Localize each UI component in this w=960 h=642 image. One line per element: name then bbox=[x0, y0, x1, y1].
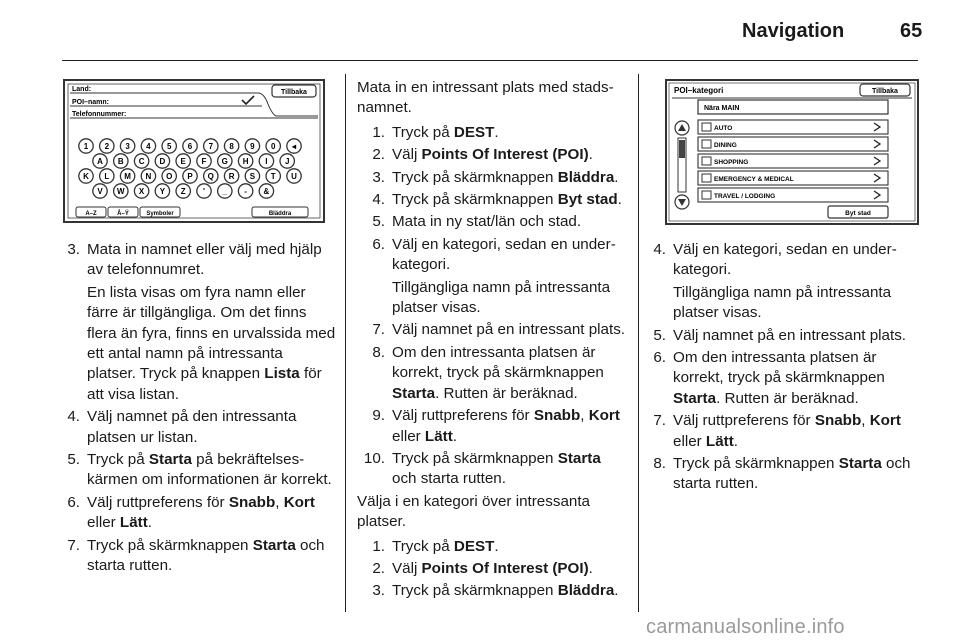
list-item bbox=[357, 559, 629, 579]
column-1 bbox=[64, 240, 336, 579]
list-item bbox=[64, 536, 336, 577]
key-label: 2 bbox=[104, 142, 110, 151]
item-text: . bbox=[452, 427, 457, 445]
item-text: . Rutten är beräknad. bbox=[716, 389, 859, 407]
item-text: . bbox=[494, 537, 499, 555]
item-number: 8. bbox=[653, 455, 666, 473]
list-item bbox=[64, 493, 336, 534]
item-text: Välj ruttpreferens för bbox=[673, 412, 815, 430]
key-label: 7 bbox=[208, 142, 214, 151]
key-label: G bbox=[221, 157, 228, 166]
item-text: för att visa listan. bbox=[87, 365, 322, 403]
key-label: N bbox=[145, 172, 152, 181]
back-button-label: Tillbaka bbox=[281, 89, 307, 96]
item-number: 3. bbox=[372, 582, 385, 600]
item-text: . bbox=[614, 582, 619, 600]
key-label: 9 bbox=[250, 142, 255, 151]
list-item bbox=[357, 190, 629, 210]
field-phone: Telefonnummer: bbox=[72, 111, 127, 118]
bold-term: Starta bbox=[392, 384, 436, 402]
item-text: Mata in namnet eller välj med hjälp av telefonnumret. bbox=[87, 241, 322, 279]
item-number: 5. bbox=[372, 213, 385, 231]
key-label: I bbox=[265, 157, 268, 166]
column-3 bbox=[650, 240, 920, 497]
item-text: Välj namnet på den intressanta platsen ur listan. bbox=[87, 408, 297, 446]
item-text: . bbox=[494, 123, 499, 141]
key-label: 4 bbox=[146, 142, 151, 151]
list-item bbox=[650, 240, 920, 324]
item-text: Välj ruttpreferens för bbox=[87, 493, 229, 511]
key-label: V bbox=[97, 187, 103, 196]
item-text: eller bbox=[673, 432, 706, 450]
bold-term: Lista bbox=[264, 365, 300, 383]
item-number: 6. bbox=[372, 235, 385, 253]
item-paragraph: Tillgängliga namn på intressanta platser visas. bbox=[673, 283, 892, 322]
browse-button: Bläddra bbox=[268, 211, 292, 217]
item-number: 6. bbox=[653, 349, 666, 367]
item-text: Välj en kategori, sedan en underkategori. bbox=[392, 235, 616, 274]
item-text: Välj namnet på en intressant plats. bbox=[673, 326, 907, 344]
intro-paragraph: Mata in en intressant plats med stadsnamnet. bbox=[357, 79, 614, 117]
item-text: på bekräftelseskärmen om informationen är korrekt. bbox=[87, 451, 332, 489]
list-item bbox=[357, 320, 629, 340]
key-label: J bbox=[284, 157, 290, 166]
list-item bbox=[64, 407, 336, 448]
header-rule bbox=[62, 60, 918, 61]
list-item bbox=[357, 212, 629, 232]
item-text: Om den intressanta platsen är korrekt, tryck på skärmknappen bbox=[392, 343, 604, 382]
column-2 bbox=[357, 78, 629, 604]
category-icon bbox=[702, 140, 711, 148]
item-text: Välj ruttpreferens för bbox=[392, 407, 534, 425]
key-label: ◂ bbox=[291, 142, 297, 151]
field-land: Land: bbox=[72, 86, 92, 93]
item-number: 1. bbox=[372, 537, 385, 555]
key-label: _ bbox=[222, 187, 228, 196]
item-text: Tryck på skärmknappen bbox=[673, 455, 839, 473]
bold-term: Byt stad bbox=[557, 191, 618, 209]
key-label: T bbox=[270, 172, 276, 181]
item-number: 5. bbox=[653, 326, 666, 344]
item-text: Om den intressanta platsen är korrekt, tryck på skärmknappen bbox=[673, 349, 885, 387]
item-number: 5. bbox=[67, 451, 80, 469]
field-poi-name: POI–namn: bbox=[72, 99, 109, 106]
list-item bbox=[357, 449, 629, 490]
item-text: . bbox=[147, 514, 152, 532]
item-number: 9. bbox=[372, 407, 385, 425]
category-icon bbox=[702, 157, 711, 165]
category-label: EMERGENCY & MEDICAL bbox=[714, 176, 794, 183]
item-paragraph: Tillgängliga namn på intressanta platser visas. bbox=[392, 278, 611, 317]
item-number: 7. bbox=[67, 536, 80, 554]
item-text: eller bbox=[87, 514, 120, 532]
category-label: TRAVEL / LODGING bbox=[714, 193, 776, 200]
item-text: Tryck på bbox=[392, 537, 454, 555]
item-text: . bbox=[588, 559, 593, 577]
item-number: 4. bbox=[653, 241, 666, 258]
list-item bbox=[64, 450, 336, 491]
key-label: F bbox=[201, 157, 207, 166]
key-label: A bbox=[97, 157, 103, 166]
key-label: D bbox=[159, 157, 166, 166]
column-divider-2 bbox=[638, 74, 639, 612]
item-text: och starta rutten. bbox=[673, 455, 911, 493]
item-text: Tryck på bbox=[87, 451, 149, 469]
key-label: 0 bbox=[270, 142, 276, 151]
key-label: H bbox=[242, 157, 249, 166]
item-text: eller bbox=[392, 427, 425, 445]
category-icon bbox=[702, 191, 711, 199]
item-text: , bbox=[580, 407, 589, 425]
list-item bbox=[357, 537, 629, 557]
list-item bbox=[650, 326, 920, 346]
list-item bbox=[357, 406, 629, 447]
key-label: & bbox=[263, 187, 270, 196]
list-item bbox=[357, 168, 629, 188]
key-label: R bbox=[228, 172, 235, 181]
item-text: Mata in ny stat/län och stad. bbox=[392, 213, 582, 231]
category-label: AUTO bbox=[714, 125, 733, 132]
change-city-button: Byt stad bbox=[845, 210, 871, 217]
bold-term: Starta bbox=[148, 451, 192, 469]
bold-term: Starta bbox=[673, 389, 717, 407]
bold-term: Points Of Interest (POI) bbox=[421, 146, 589, 164]
bold-term: Snabb bbox=[228, 493, 276, 511]
item-text: och starta rutten. bbox=[87, 536, 325, 575]
page-header-title: Navigation bbox=[742, 20, 845, 42]
bold-term: Snabb bbox=[814, 412, 862, 430]
list-item bbox=[357, 123, 629, 143]
item-text: Välj en kategori, sedan en underkategori. bbox=[673, 241, 897, 279]
category-icon bbox=[702, 123, 711, 131]
key-label: ' bbox=[203, 187, 205, 196]
key-label: E bbox=[180, 157, 186, 166]
intro-paragraph: Välja i en kategori över intressanta platser. bbox=[357, 492, 591, 531]
item-text: , bbox=[275, 493, 284, 511]
back-button-label-2: Tillbaka bbox=[872, 88, 898, 95]
list-item bbox=[64, 240, 336, 405]
list-item bbox=[650, 411, 920, 452]
bold-term: Points Of Interest (POI) bbox=[421, 559, 589, 577]
list-item bbox=[650, 454, 920, 495]
page-number: 65 bbox=[900, 20, 923, 42]
bold-term: Kort bbox=[588, 407, 620, 425]
key-label: Y bbox=[159, 187, 166, 196]
bold-term: Kort bbox=[869, 412, 901, 430]
key-label: 6 bbox=[187, 142, 193, 151]
watermark: carmanualsonline.info bbox=[646, 616, 845, 638]
item-text: Tryck på skärmknappen bbox=[87, 536, 253, 554]
key-label: S bbox=[249, 172, 256, 181]
key-label: B bbox=[117, 157, 124, 166]
key-label: Z bbox=[180, 187, 186, 196]
poi-category-figure bbox=[664, 78, 920, 228]
item-text: och starta rutten. bbox=[392, 470, 506, 488]
key-label: 1 bbox=[83, 142, 89, 151]
item-number: 2. bbox=[372, 559, 385, 577]
item-text: . bbox=[614, 168, 619, 186]
key-label: W bbox=[117, 187, 125, 196]
item-number: 7. bbox=[372, 321, 385, 339]
item-paragraph: En lista visas om fyra namn eller färre är tillgängliga. Om det finns flera än fyra, finns en urvalssida med ett antal namn på intressanta platser. Tryck på knappen bbox=[87, 283, 336, 383]
item-number: 3. bbox=[67, 241, 80, 258]
list-item bbox=[357, 145, 629, 165]
item-text: Tryck på skärmknappen bbox=[392, 449, 558, 467]
bold-term: Kort bbox=[283, 493, 315, 511]
item-number: 8. bbox=[372, 343, 385, 361]
item-text: Välj bbox=[392, 559, 422, 577]
column-divider-1 bbox=[345, 74, 346, 612]
bold-term: Lätt bbox=[424, 427, 453, 445]
key-label: 5 bbox=[166, 142, 172, 151]
bold-term: Bläddra bbox=[557, 582, 615, 600]
bold-term: Bläddra bbox=[557, 168, 615, 186]
list-item bbox=[357, 343, 629, 404]
item-text: Tryck på skärmknappen bbox=[392, 191, 558, 209]
item-text: Tryck på skärmknappen bbox=[392, 168, 558, 186]
item-number: 3. bbox=[372, 168, 385, 186]
bold-term: DEST bbox=[453, 537, 495, 555]
ay-button: Å–Ÿ bbox=[117, 211, 129, 217]
bold-term: Starta bbox=[838, 455, 882, 473]
bold-term: Starta bbox=[252, 536, 296, 554]
bold-term: Lätt bbox=[119, 514, 148, 532]
list-item bbox=[650, 348, 920, 409]
az-button: A–Z bbox=[85, 211, 97, 217]
key-label: M bbox=[124, 172, 131, 181]
item-text: . bbox=[617, 191, 622, 209]
key-label: K bbox=[83, 172, 89, 181]
key-label: Q bbox=[207, 172, 214, 181]
item-number: 4. bbox=[67, 408, 80, 426]
category-label: SHOPPING bbox=[714, 159, 749, 166]
item-text: Välj namnet på en intressant plats. bbox=[392, 321, 626, 339]
item-number: 7. bbox=[653, 412, 666, 430]
symbols-button: Symboler bbox=[146, 211, 174, 217]
item-number: 10. bbox=[363, 449, 385, 467]
bold-term: Starta bbox=[557, 449, 601, 467]
key-label: C bbox=[138, 157, 145, 166]
key-label: 8 bbox=[229, 142, 234, 151]
item-number: 2. bbox=[372, 146, 385, 164]
item-text: , bbox=[861, 412, 870, 430]
key-label: L bbox=[104, 172, 110, 181]
key-label: X bbox=[138, 187, 145, 196]
category-label: DINING bbox=[714, 142, 737, 149]
near-location: Nära MAIN bbox=[704, 105, 740, 112]
poi-category-title: POI–kategori bbox=[674, 86, 724, 95]
item-text: Tryck på bbox=[392, 123, 454, 141]
item-text: Välj bbox=[392, 146, 422, 164]
key-label: - bbox=[244, 187, 247, 196]
key-label: P bbox=[187, 172, 193, 181]
item-number: 6. bbox=[67, 493, 80, 511]
item-text: . Rutten är beräknad. bbox=[435, 384, 578, 402]
item-text: . bbox=[733, 432, 738, 450]
key-label: 3 bbox=[125, 142, 130, 151]
bold-term: Lätt bbox=[705, 432, 734, 450]
item-text: Tryck på skärmknappen bbox=[392, 582, 558, 600]
item-number: 4. bbox=[372, 191, 385, 209]
list-item bbox=[357, 235, 629, 319]
category-icon bbox=[702, 174, 711, 182]
item-text: . bbox=[588, 146, 593, 164]
poi-keyboard-figure bbox=[62, 78, 326, 224]
bold-term: DEST bbox=[453, 123, 495, 141]
key-label: O bbox=[166, 172, 173, 181]
list-item bbox=[357, 581, 629, 601]
key-label: U bbox=[291, 172, 297, 181]
bold-term: Snabb bbox=[533, 407, 581, 425]
item-number: 1. bbox=[372, 123, 385, 141]
